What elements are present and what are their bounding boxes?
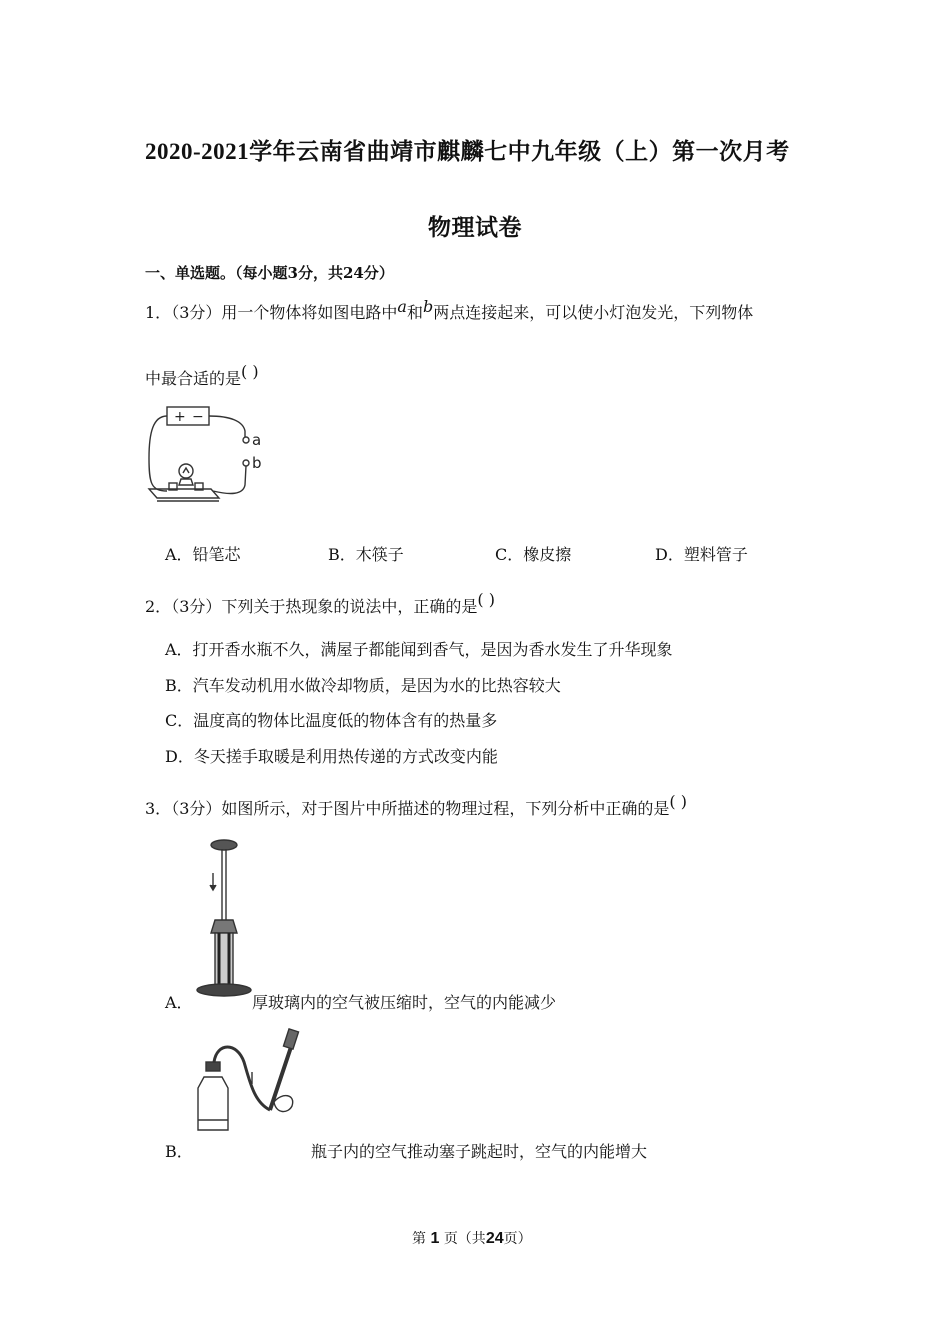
bottle-pump-figure xyxy=(192,1022,312,1137)
q2-option-a: A．打开香水瓶不久，满屋子都能闻到香气，是因为香水发生了升华现象 xyxy=(165,640,673,659)
terminal-b-label: b xyxy=(252,454,262,472)
footer-page-number: 1 xyxy=(430,1230,440,1247)
q2-option-c: C．温度高的物体比温度低的物体含有的热量多 xyxy=(165,711,498,730)
cylinder-base xyxy=(197,984,251,996)
variable-b: b xyxy=(422,297,434,316)
q3-option-b-label: B． xyxy=(165,1142,193,1161)
question-text: 中最合适的是 xyxy=(145,369,242,388)
question-number: 3． xyxy=(145,799,172,818)
bottle-stopper xyxy=(206,1062,220,1071)
page-title-line2: 物理试卷 xyxy=(428,215,522,240)
footer-prefix: 第 xyxy=(412,1231,426,1247)
answer-paren: ( ) xyxy=(241,362,259,381)
wire-to-a xyxy=(209,416,245,437)
question-score: （3分） xyxy=(171,799,222,818)
q1-option-b: B．木筷子 xyxy=(328,545,404,564)
q1-option-c: C．橡皮擦 xyxy=(495,545,572,564)
question-text: 如图所示，对于图片中所描述的物理过程，下列分析中正确的是 xyxy=(221,799,670,818)
q3-option-b-text: 瓶子内的空气推动塞子跳起时，空气的内能增大 xyxy=(311,1142,648,1161)
question-3 xyxy=(145,792,687,819)
page-footer xyxy=(412,1228,532,1248)
hand-icon xyxy=(274,1096,293,1112)
footer-suffix: 页） xyxy=(503,1231,532,1247)
question-text: 用一个物体将如图电路中 xyxy=(221,303,398,322)
question-number: 1． xyxy=(145,303,172,322)
footer-mid: 页（共 xyxy=(443,1231,486,1247)
q3-option-a-text: 厚玻璃内的空气被压缩时，空气的内能减少 xyxy=(252,993,557,1012)
variable-a: a xyxy=(397,297,407,316)
footer-total-pages: 24 xyxy=(485,1230,504,1247)
question-score: （3分） xyxy=(171,303,222,322)
question-number: 2． xyxy=(145,597,172,616)
question-text: 和 xyxy=(406,303,423,322)
question-1-line2 xyxy=(145,362,259,389)
question-text: 两点连接起来，可以使小灯泡发光，下列物体 xyxy=(433,303,754,322)
circuit-figure xyxy=(145,403,275,508)
piston-head xyxy=(211,920,237,933)
light-bulb-icon xyxy=(179,464,193,478)
piston-handle xyxy=(211,840,237,850)
pump-handle xyxy=(283,1029,298,1049)
answer-paren: ( ) xyxy=(477,590,495,609)
battery-plus-sign: + xyxy=(174,409,186,425)
wire-from-b xyxy=(213,466,246,493)
terminal-a-icon xyxy=(243,437,249,443)
compression-cylinder-figure xyxy=(185,835,255,1000)
battery-minus-sign: − xyxy=(192,409,204,425)
question-text: 下列关于热现象的说法中，正确的是 xyxy=(221,597,478,616)
terminal-a-label: a xyxy=(252,431,262,449)
wire-left xyxy=(149,416,167,491)
bottle-icon xyxy=(198,1077,228,1130)
answer-paren: ( ) xyxy=(669,792,687,811)
q1-option-d: D．塑料管子 xyxy=(655,545,748,564)
pump-rod xyxy=(270,1044,292,1110)
page-title-line1: 2020-2021学年云南省曲靖市麒麟七中九年级（上）第一次月考 xyxy=(145,139,790,164)
q3-option-a-label: A． xyxy=(165,993,193,1012)
q1-option-a: A．铅笔芯 xyxy=(165,545,241,564)
question-2 xyxy=(145,590,495,617)
terminal-b-icon xyxy=(243,460,249,466)
q2-option-d: D．冬天搓手取暖是利用热传递的方式改变内能 xyxy=(165,747,498,766)
question-score: （3分） xyxy=(171,597,222,616)
q2-option-b: B．汽车发动机用水做冷却物质，是因为水的比热容较大 xyxy=(165,676,561,695)
question-1-line1 xyxy=(145,297,754,323)
section-heading: 一、单选题。（每小题3分，共24分） xyxy=(145,264,394,282)
